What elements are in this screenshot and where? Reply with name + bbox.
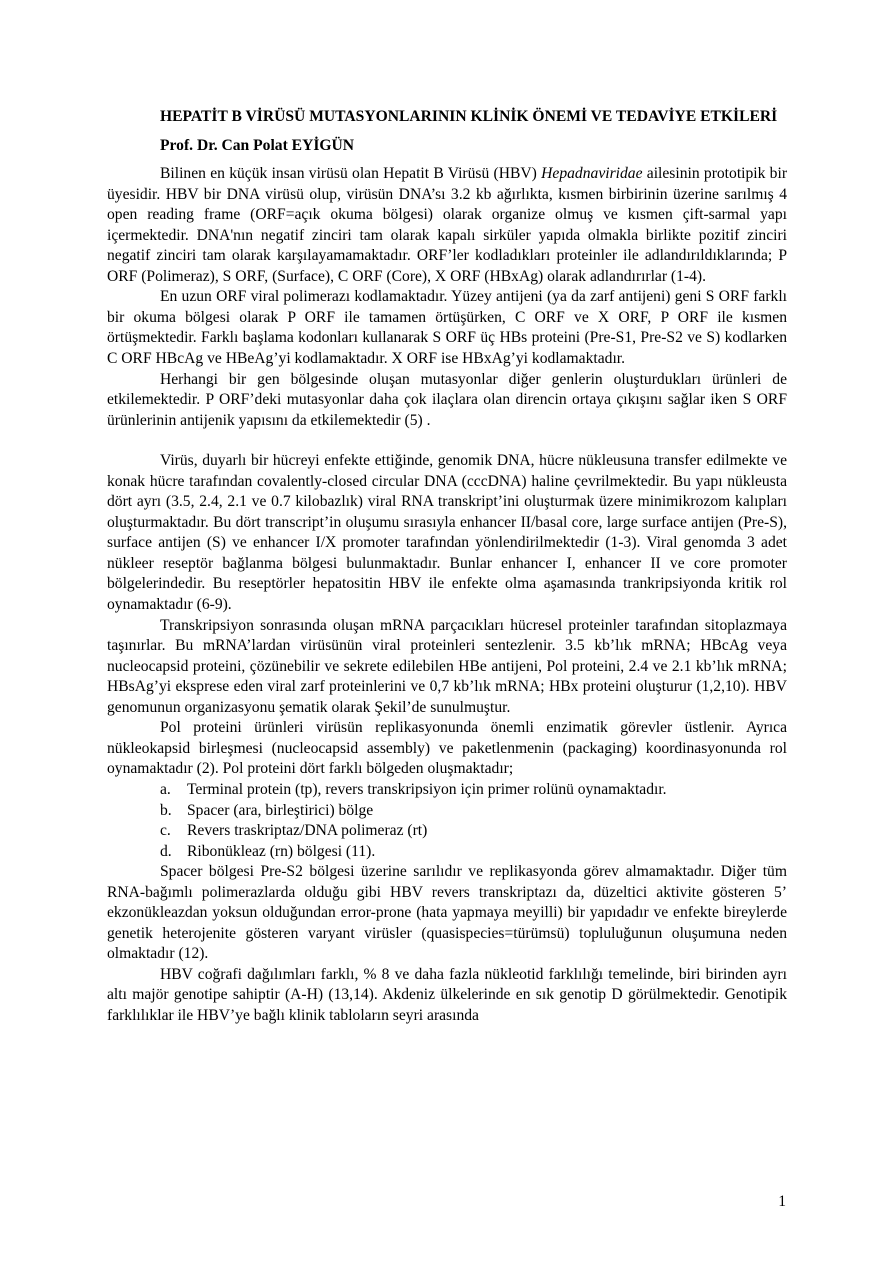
list-item [107, 801, 787, 822]
paragraph-1-start: Bilinen en küçük insan virüsü olan Hepatit B Virüsü (HBV) [160, 165, 542, 183]
author-name: Prof. Dr. Can Polat EYİGÜN [160, 136, 355, 154]
paragraph-7: Spacer bölgesi Pre-S2 bölgesi üzerine sarılıdır ve replikasyonda görev almamaktadır. Diğer tüm RNA-bağımlı polimerazlarda olduğu gibi HBV revers transkriptazı da, düzeltici aktivite gösteren 5’ ekzonükleazdan yoksun olduğundan error-prone (hata yapmaya meyilli) bir yapıdadır ve enfekte bireylerde genetik heterojenite gösteren varyant virüsler (quasispecies=türümsü) topluluğunun oluşumuna neden olmaktadır (12). [107, 863, 787, 963]
page-number: 1 [778, 1193, 786, 1210]
list-text: Ribonükleaz (rn) bölgesi (11). [187, 842, 376, 860]
document-body [107, 107, 787, 1027]
list-text: Terminal protein (tp), revers transkripsiyon için primer rolünü oynamaktadır. [187, 780, 667, 798]
paragraph-5: Transkripsiyon sonrasında oluşan mRNA parçacıkları hücresel proteinler tarafından sitoplazmaya taşınırlar. Bu mRNA’lardan virüsünün viral proteinleri sentezlenir. 3.5 kb’lık mRNA; HBcAg veya nucleocapsid proteini, çözünebilir ve sekrete edilebilen HBe antijeni, Pol proteini, 2.4 ve 2.1 kb’lık mRNA; HBsAg’yi eksprese eden viral zarf proteinlerini ve 0,7 kb’lık mRNA; HBx proteini oluşturur (1,2,10). HBV genomunun organizasyonu şematik olarak Şekil’de sunulmuştur. [107, 616, 787, 716]
list-marker: a. [160, 780, 171, 798]
paragraph-1-end: ailesinin prototipik bir üyesidir. HBV bir DNA virüsü olup, virüsün DNA’sı 3.2 kb ağırlıkta, kısmen birbirinin üzerine sarılmış 4 open reading frame (ORF=açık okuma bölgesi) olarak organize olmuş ve kısmen çift-sarmal yapı içermektedir. DNA'nın negatif zinciri tam olarak kapalı sirküler yapıda olmakla birlikte pozitif zinciri negatif zinciri tam olarak karşılayamamaktadır. ORF’ler kodladıkları proteinler ile adlandırıldıklarında; P ORF (Polimeraz), S ORF, (Surface), C ORF (Core), X ORF (HBxAg) olarak adlandırırlar (1-4). [107, 165, 788, 285]
list-marker: b. [160, 801, 172, 819]
paragraph-1-italic: Hepadnaviridae [541, 165, 643, 183]
list-item [107, 842, 787, 863]
paragraph-2: En uzun ORF viral polimerazı kodlamaktadır. Yüzey antijeni (ya da zarf antijeni) geni S ORF farklı bir okuma bölgesi olarak P ORF ile tamamen örtüşürken, C ORF ve X ORF, P ORF ile kısmen örtüşmektedir. Farklı başlama kodonları kullanarak S ORF üç HBs proteini (Pre-S1, Pre-S2 ve S) kodlarken C ORF HBcAg ve HBeAg’yi kodlamaktadır. X ORF ise HBxAg’yi kodlamaktadır. [107, 288, 787, 368]
list-text: Revers traskriptaz/DNA polimeraz (rt) [187, 822, 428, 840]
paragraph-3: Herhangi bir gen bölgesinde oluşan mutasyonlar diğer genlerin oluşturdukları ürünleri de etkilemektedir. P ORF’deki mutasyonlar daha çok ilaçlara olan direncin ortaya çıkışını sağlar iken S ORF ürünlerinin antijenik yapısını da etkilemektedir (5) . [107, 370, 787, 429]
list-item [107, 821, 787, 842]
paragraph-1 [107, 164, 787, 287]
paragraph-6: Pol proteini ürünleri virüsün replikasyonunda önemli enzimatik görevler üstlenir. Ayrıca nükleokapsid birleşmesi (nucleocapsid assembly) ve paketlenmenin (packaging) koordinasyonunda rol oynamaktadır (2). Pol proteini dört farklı bölgeden oluşmaktadır; [107, 719, 787, 778]
list-marker: d. [160, 842, 172, 860]
document-title: HEPATİT B VİRÜSÜ MUTASYONLARININ KLİNİK ÖNEMİ VE TEDAVİYE ETKİLERİ [160, 108, 778, 125]
pol-region-list [107, 780, 787, 862]
paragraph-8: HBV coğrafi dağılımları farklı, % 8 ve daha fazla nükleotid farklılığı temelinde, biri birinden ayrı altı majör genotipe sahiptir (A-H) (13,14). Akdeniz ülkelerinde en sık genotip D görülmektedir. Genotipik farklılıklar ile HBV’ye bağlı klinik tabloların seyri arasında [107, 965, 787, 1024]
paragraph-4: Virüs, duyarlı bir hücreyi enfekte ettiğinde, genomik DNA, hücre nükleusuna transfer edilmekte ve konak hücre tarafından covalently-closed circular DNA (cccDNA) haline çevrilmektedir. Bu yapı nükleusta dört ayrı (3.5, 2.4, 2.1 ve 0.7 kilobazlık) viral RNA transkript’ini oluşturmak üzere minimikrozom kalıpları oluşturmaktadır. Bu dört transcript’in oluşumu sırasıyla enhancer II/basal core, large surface antijen (Pre-S), surface antijen (S) ve enhancer I/X promoter tarafından yönlendirilmektedir (1-3). Viral genomda 3 adet nükleer reseptör bağlanma bölgesi bulunmaktadır. Bunlar enhancer I, enhancer II ve core promoter bölgelerindedir. Bu reseptörler hepatositin HBV ile enfekte olma aşamasında trankripsiyonda kritik rol oynamaktadır (6-9). [107, 452, 787, 614]
list-text: Spacer (ara, birleştirici) bölge [187, 801, 374, 819]
list-marker: c. [160, 822, 171, 840]
list-item [107, 780, 787, 801]
